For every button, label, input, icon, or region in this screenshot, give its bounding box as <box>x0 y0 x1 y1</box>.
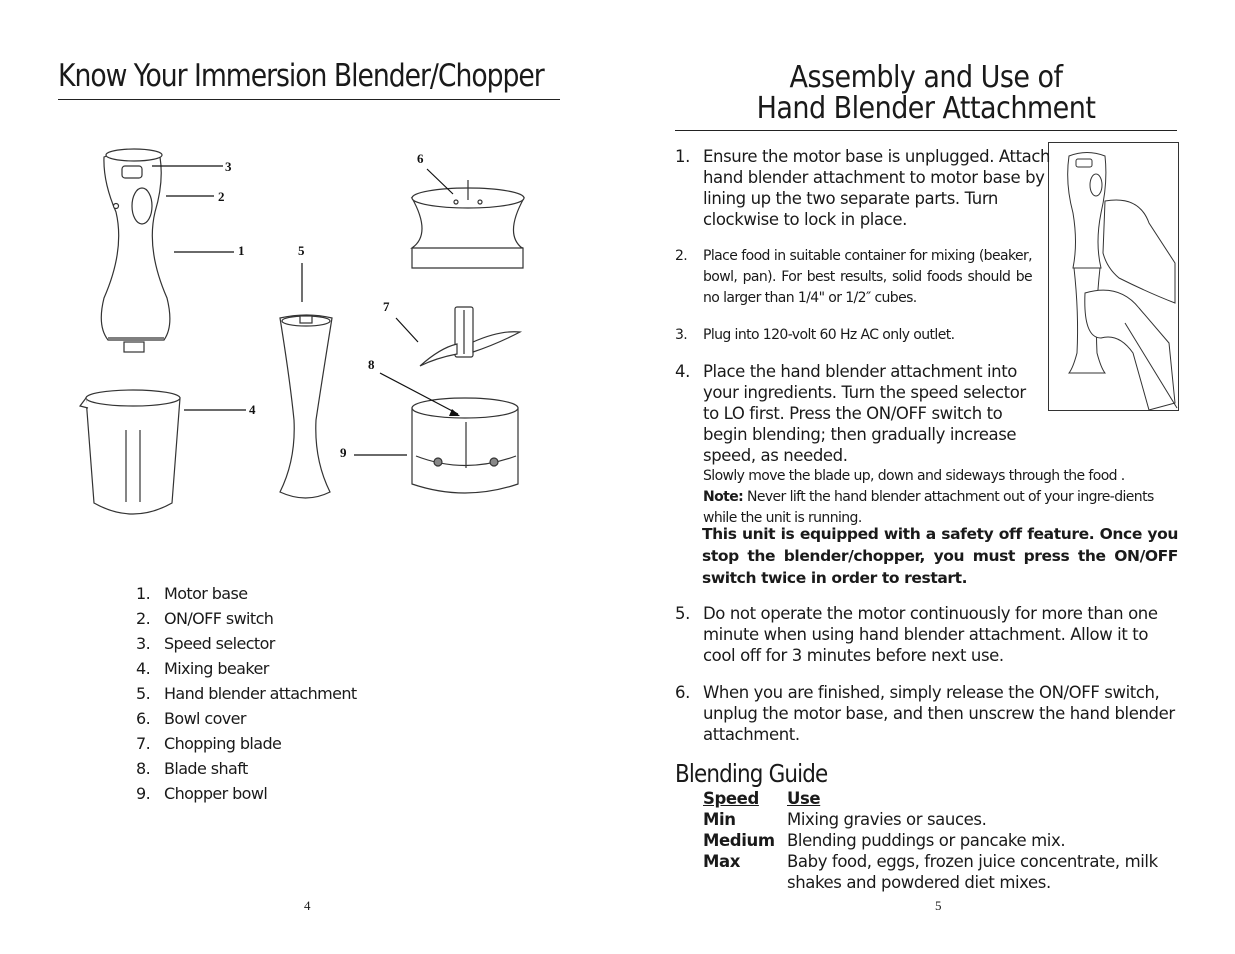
chopper-bowl-illustration <box>412 398 518 493</box>
callout-1: 1 <box>238 243 245 258</box>
table-row: Medium Blending puddings or pancake mix. <box>703 831 1066 850</box>
list-item: 2. ON/OFF switch <box>136 609 274 628</box>
title-rule <box>58 99 560 100</box>
motor-base-illustration <box>101 149 170 352</box>
callout-9: 9 <box>340 445 347 460</box>
list-item: 5. Hand blender attachment <box>136 684 357 703</box>
callout-5: 5 <box>298 243 305 258</box>
page-number: 4 <box>304 898 311 913</box>
step-6: 6. When you are finished, simply release the ON/OFF switch, unplug the motor base, and then unscrew the hand blender attachment. <box>675 683 1175 744</box>
step-3: 3. Plug into 120-volt 60 Hz AC only outlet. <box>675 327 955 343</box>
page-title: Know Your Immersion Blender/Chopper <box>58 58 544 94</box>
list-item: 7. Chopping blade <box>136 734 282 753</box>
callout-6: 6 <box>417 151 424 166</box>
step-4: 4. Place the hand blender attachment into your ingredients. Turn the speed selector to LO first. Press the ON/OFF switch to begin blending; then gradually increase speed, as needed. Slowly move the blade up, down and sideways through the food . Note: Never lift the hand blender attachment out of your ingre-dients while the unit is running. <box>675 362 1154 526</box>
callout-3: 3 <box>225 159 232 174</box>
mixing-beaker-illustration <box>80 390 180 514</box>
title-emphasis: Hand Blender <box>756 91 935 126</box>
page-title: Assembly and Use of Hand Blender Attachment <box>756 60 1096 126</box>
bowl-cover-illustration <box>412 180 524 268</box>
blending-guide-title: Blending Guide <box>675 759 828 788</box>
callout-7: 7 <box>383 299 390 314</box>
safety-note: This unit is equipped with a safety off feature. Once you stop the blender/chopper, you must press the ON/OFF switch twice in order to restart. <box>702 525 1178 587</box>
step-1: 1. Ensure the motor base is unplugged. Attach hand blender attachment to motor base by lining up the two separate parts. Turn clockwise to lock in place. <box>675 147 1051 229</box>
list-item: 4. Mixing beaker <box>136 659 269 678</box>
step-4-text-a: Place the hand blender attachment into your ingredients. Turn the speed selector to LO first. Press the ON/OFF switch to begin blending; then gradually increase speed, as needed. <box>703 362 1026 465</box>
table-header: Speed Use <box>703 789 821 808</box>
right-page <box>617 0 1235 954</box>
parts-diagram <box>60 130 560 530</box>
step-2: 2. Place food in suitable container for mixing (beaker, bowl, pan). For best results, solid foods should be no larger than 1/4" or 1/2″ cubes. <box>675 248 1032 306</box>
page-number: 5 <box>935 898 942 913</box>
step-5: 5. Do not operate the motor continuously for more than one minute when using hand blender attachment. Allow it to cool off for 3 minutes before next use. <box>675 604 1158 665</box>
table-row: Max Baby food, eggs, frozen juice concentrate, milk shakes and powdered diet mixes. <box>703 852 1158 892</box>
callout-4: 4 <box>249 402 256 417</box>
callout-2: 2 <box>218 189 225 204</box>
hand-blender-attachment-illustration <box>280 315 332 498</box>
list-item: 8. Blade shaft <box>136 759 248 778</box>
left-page <box>0 0 617 954</box>
list-item: 9. Chopper bowl <box>136 784 268 803</box>
list-item: 6. Bowl cover <box>136 709 246 728</box>
blending-guide-table <box>703 788 1183 893</box>
list-item: 1. Motor base <box>136 584 248 603</box>
table-row: Min Mixing gravies or sauces. <box>703 810 987 829</box>
callout-8: 8 <box>368 357 375 372</box>
chopping-blade-illustration <box>420 307 520 366</box>
list-item: 3. Speed selector <box>136 634 275 653</box>
title-rule <box>675 130 1177 131</box>
parts-list <box>136 581 357 806</box>
